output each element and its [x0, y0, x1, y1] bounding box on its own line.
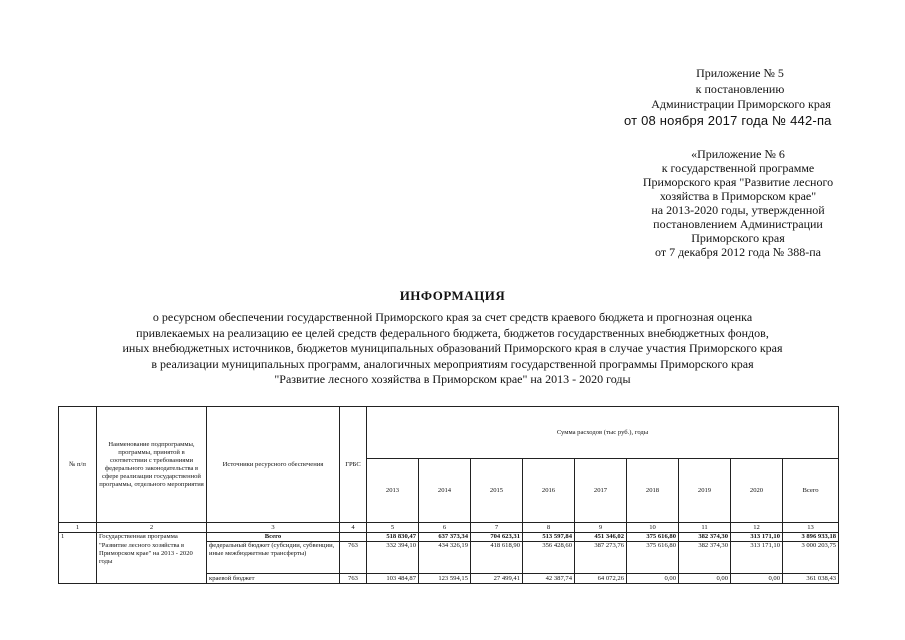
- column-number: 11: [679, 523, 731, 533]
- row-value: 0,00: [731, 574, 783, 584]
- row-value: 434 326,19: [419, 542, 471, 574]
- row-name: Государственная программа: [97, 533, 207, 542]
- row-value: 361 038,43: [783, 574, 839, 584]
- row-grbs: [340, 533, 367, 542]
- column-number-row: [59, 523, 839, 533]
- column-number: 3: [207, 523, 340, 533]
- row-value: 3 896 933,18: [783, 533, 839, 542]
- header-source: Источники ресурсного обеспечения: [207, 407, 340, 523]
- description-line: в реализации муниципальных программ, аналогичных мероприятиям государственной программы Приморского края: [151, 356, 754, 371]
- row-value: 356 428,60: [523, 542, 575, 574]
- header-grbs: ГРБС: [340, 407, 367, 523]
- description-line: "Развитие лесного хозяйства в Приморском крае" на 2013 - 2020 годы: [274, 372, 631, 386]
- header-year: 2015: [471, 459, 523, 523]
- appendix-line: постановлением Администрации: [653, 217, 823, 231]
- row-name: "Развитие лесного хозяйства в Приморском крае" на 2013 - 2020 годы: [97, 542, 207, 574]
- header-year: 2020: [731, 459, 783, 523]
- header-year: 2013: [367, 459, 419, 523]
- column-number: 2: [97, 523, 207, 533]
- row-value: 637 373,34: [419, 533, 471, 542]
- header-year: 2019: [679, 459, 731, 523]
- approval-line-1: Приложение № 5: [696, 66, 784, 80]
- row-value: 64 072,26: [575, 574, 627, 584]
- row-value: 103 484,87: [367, 574, 419, 584]
- header-year: 2016: [523, 459, 575, 523]
- column-number: 4: [340, 523, 367, 533]
- row-value: 27 499,41: [471, 574, 523, 584]
- column-number: 6: [419, 523, 471, 533]
- appendix-line: на 2013-2020 годы, утвержденной: [651, 203, 825, 217]
- row-value: 375 616,80: [627, 542, 679, 574]
- row-grbs: 763: [340, 574, 367, 584]
- column-number: 10: [627, 523, 679, 533]
- header-year: 2017: [575, 459, 627, 523]
- appendix-line: Приморского края: [691, 231, 785, 245]
- row-source: федеральный бюджет (субсидии, субвенции, иные межбюджетные трансферты): [207, 542, 340, 574]
- column-number: 8: [523, 523, 575, 533]
- column-number: 1: [59, 523, 97, 533]
- column-number: 12: [731, 523, 783, 533]
- row-source: Всего: [207, 533, 340, 542]
- description-line: о ресурсном обеспечении государственной Приморского края за счет средств краевого бюджета и прогнозная оценка: [152, 310, 753, 324]
- row-value: 42 387,74: [523, 574, 575, 584]
- row-value: 332 394,10: [367, 542, 419, 574]
- row-value: 704 623,31: [471, 533, 523, 542]
- approval-line-3: Администрации Приморского края: [651, 97, 831, 111]
- table-row: [59, 533, 839, 542]
- row-value: 123 594,15: [419, 574, 471, 584]
- row-value: 387 273,76: [575, 542, 627, 574]
- approval-line-2: к постановлению: [695, 82, 785, 96]
- row-value: 375 616,80: [627, 533, 679, 542]
- document-description: [40, 310, 865, 388]
- row-value: 451 346,02: [575, 533, 627, 542]
- column-number: 13: [783, 523, 839, 533]
- row-num: 1: [59, 533, 97, 542]
- row-source: краевой бюджет: [207, 574, 340, 584]
- column-number: 9: [575, 523, 627, 533]
- header-year: 2018: [627, 459, 679, 523]
- approval-date-stamp: от 08 ноября 2017 года № 442-па: [624, 113, 832, 128]
- row-value: 0,00: [627, 574, 679, 584]
- row-value: 518 830,47: [367, 533, 419, 542]
- row-value: 3 000 203,75: [783, 542, 839, 574]
- row-value: 382 374,30: [679, 542, 731, 574]
- row-name: [97, 574, 207, 584]
- row-grbs: 763: [340, 542, 367, 574]
- header-sum: Сумма расходов (тыс руб.), годы: [367, 407, 839, 459]
- row-num: [59, 542, 97, 574]
- table-header-row: [59, 407, 839, 459]
- document-title: ИНФОРМАЦИЯ: [399, 288, 506, 303]
- row-value: 513 597,84: [523, 533, 575, 542]
- description-line: иных внебюджетных источников, бюджетов муниципальных образований Приморского края в случае участия Приморского края: [122, 341, 783, 355]
- table-row: [59, 574, 839, 584]
- row-value: 0,00: [679, 574, 731, 584]
- appendix-line: к государственной программе: [661, 161, 815, 175]
- appendix-line: Приморского края "Развитие лесного: [642, 175, 834, 189]
- header-name: Наименование подпрограммы, программы, принятой в соответствии с требованиями федерального законодательства в сфере реализации государственной программы, отдельного мероприятия: [97, 407, 207, 523]
- row-value: 418 618,90: [471, 542, 523, 574]
- appendix-block: [628, 147, 848, 259]
- description-line: привлекаемых на реализацию ее целей средств федерального бюджета, бюджетов государственных внебюджетных фондов,: [136, 325, 769, 340]
- table-row: [59, 542, 839, 574]
- appendix-line: от 7 декабря 2012 года № 388-па: [654, 245, 822, 259]
- row-value: 313 171,10: [731, 542, 783, 574]
- row-value: 382 374,30: [679, 533, 731, 542]
- appendix-line: хозяйства в Приморском крае": [659, 189, 817, 203]
- column-number: 7: [471, 523, 523, 533]
- resource-table: [58, 406, 839, 584]
- row-num: [59, 574, 97, 584]
- row-value: 313 171,10: [731, 533, 783, 542]
- header-total: Всего: [783, 459, 839, 523]
- column-number: 5: [367, 523, 419, 533]
- appendix-line: «Приложение № 6: [691, 147, 785, 161]
- header-num: № п/п: [59, 407, 97, 523]
- header-year: 2014: [419, 459, 471, 523]
